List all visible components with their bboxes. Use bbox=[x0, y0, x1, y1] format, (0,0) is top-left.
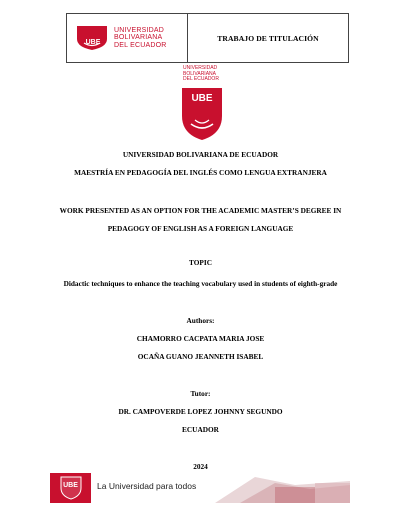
work-description-line2: PEDAGOGY OF ENGLISH AS A FOREIGN LANGUAGE bbox=[107, 224, 294, 233]
header-logo-line: BOLIVARIANA bbox=[114, 34, 163, 42]
header-logo-line: UNIVERSIDAD bbox=[114, 26, 165, 34]
center-logo-line: UNIVERSIDAD bbox=[183, 65, 218, 71]
topic-label: TOPIC bbox=[189, 258, 212, 267]
center-logo-line: BOLIVARIANA bbox=[183, 70, 216, 77]
center-logo-line: DEL ECUADOR bbox=[183, 76, 219, 83]
header-badge-text: UBE bbox=[85, 39, 101, 46]
authors-label: Authors: bbox=[186, 316, 215, 325]
footer-badge-text: UBE bbox=[63, 482, 78, 489]
program-name: MAESTRÍA EN PEDAGOGÍA DEL INGLÉS COMO LENGUA EXTRANJERA bbox=[74, 168, 327, 177]
footer-slogan: La Universidad para todos bbox=[97, 481, 197, 491]
center-logo bbox=[179, 66, 225, 142]
topic-text: Didactic techniques to enhance the teaching vocabulary used in students of eighth-grade bbox=[63, 279, 338, 288]
header-logo bbox=[67, 14, 188, 62]
tutor-name: DR. CAMPOVERDE LOPEZ JOHNNY SEGUNDO bbox=[118, 407, 283, 416]
footer bbox=[50, 473, 350, 503]
header-logo-line: DEL ECUADOR bbox=[114, 41, 167, 49]
footer-building-graphic bbox=[215, 473, 350, 503]
center-badge-text: UBE bbox=[191, 93, 213, 104]
university-name: UNIVERSIDAD BOLIVARIANA DE ECUADOR bbox=[122, 150, 279, 159]
work-description-line1: WORK PRESENTED AS AN OPTION FOR THE ACADEMIC MASTER’S DEGREE IN bbox=[59, 206, 342, 215]
center-logo-text bbox=[183, 66, 225, 83]
tutor-label: Tutor: bbox=[190, 389, 211, 398]
header-logo-text bbox=[114, 27, 167, 49]
country: ECUADOR bbox=[182, 425, 219, 434]
footer-badge bbox=[50, 473, 91, 503]
header-title: TRABAJO DE TITULACIÓN bbox=[217, 33, 319, 43]
year: 2024 bbox=[193, 462, 208, 471]
author-name: CHAMORRO CACPATA MARIA JOSE bbox=[136, 334, 265, 343]
author-name: OCAÑA GUANO JEANNETH ISABEL bbox=[137, 352, 264, 361]
university-shield-icon bbox=[75, 25, 109, 51]
header-table bbox=[66, 13, 349, 63]
